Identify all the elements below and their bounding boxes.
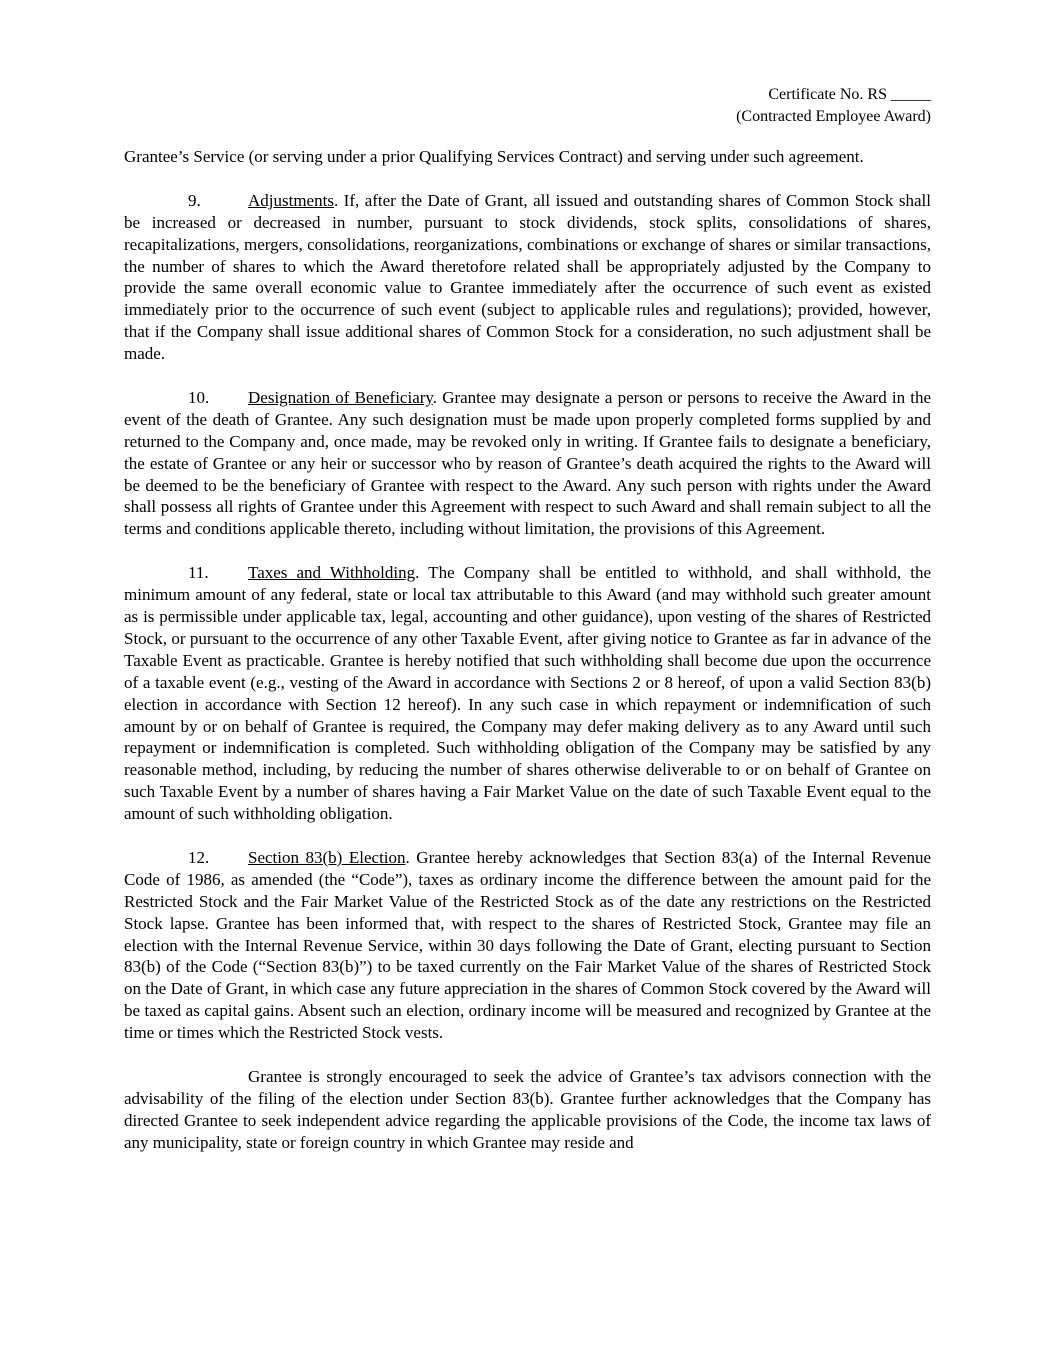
section-text: . The Company shall be entitled to withhold, and shall withhold, the minimum amount of any federal, state or local tax attributable to this Award (and may withhold such greater amount as is permissible under applicable tax, legal, accounting and other guidance), upon vesting of the shares of Restricted Stock, or pursuant to the occurrence of any other Taxable Event, after giving notice to Grantee as far in advance of the Taxable Event as practicable. Grantee is hereby notified that such withholding shall become due upon the occurrence of a taxable event (e.g., vesting of the Award in accordance with Sections 2 or 8 hereof, of upon a valid Section 83(b) election in accordance with Section 12 hereof). In any such case in which repayment or indemnification of such amount by or on behalf of Grantee is required, the Company may defer making delivery as to any Award until such repayment or indemnification is completed. Such withholding obligation of the Company may be satisfied by any reasonable method, including, by reducing the number of shares otherwise deliverable to or on behalf of Grantee on such Taxable Event by a number of shares having a Fair Market Value on the date of such Taxable Event equal to the amount of such withholding obligation.	[124, 563, 931, 824]
section-11	[124, 562, 931, 825]
section-heading: Adjustments	[248, 190, 334, 210]
section-number: 9.	[188, 190, 201, 210]
award-type: (Contracted Employee Award)	[736, 107, 931, 125]
section-heading: Section 83(b) Election	[248, 847, 406, 867]
section-9	[124, 190, 931, 365]
section-heading: Taxes and Withholding	[248, 563, 416, 583]
document-body	[124, 146, 931, 1176]
section-number: 12.	[188, 847, 210, 867]
section-12	[124, 847, 931, 1044]
section-text: . Grantee hereby acknowledges that Section 83(a) of the Internal Revenue Code of 1986, as amended (the “Code”), taxes as ordinary income the difference between the amount paid for the Restricted Stock and the Fair Market Value of the Restricted Stock as of the date any restrictions on the Restricted Stock lapse. Grantee has been informed that, with respect to the shares of Restricted Stock, Grantee may file an election with the Internal Revenue Service, within 30 days following the Date of Grant, electing pursuant to Section 83(b) of the Code (“Section 83(b)”) to be taxed currently on the Fair Market Value of the shares of Restricted Stock on the Date of Grant, in which case any future appreciation in the shares of Common Stock covered by the Award will be taxed as capital gains. Absent such an election, ordinary income will be measured and recognized by Grantee at the time or times which the Restricted Stock vests.	[124, 847, 931, 1043]
section-number: 11.	[188, 563, 209, 583]
section-text: . Grantee may designate a person or persons to receive the Award in the event of the death of Grantee. Any such designation must be made upon properly completed forms supplied by and returned to the Company and, once made, may be revoked only in writing. If Grantee fails to designate a beneficiary, the estate of Grantee or any heir or successor who by reason of Grantee’s death acquired the rights to the Award will be deemed to be the beneficiary of Grantee with respect to the Award. Any such person with rights under the Award shall possess all rights of Grantee under this Agreement with respect to such Award and shall remain subject to all the terms and conditions applicable thereto, including without limitation, the provisions of this Agreement.	[124, 387, 931, 539]
certificate-number: Certificate No. RS _____	[768, 86, 931, 103]
section-number: 10.	[188, 387, 210, 407]
final-paragraph-text: Grantee is strongly encouraged to seek the advice of Grantee’s tax advisors connection with the advisability of the filing of the election under Section 83(b). Grantee further acknowledges that the Company has directed Grantee to seek independent advice regarding the applicable provisions of the Code, the income tax laws of any municipality, state or foreign country in which Grantee may reside and	[124, 1066, 931, 1152]
continuation-paragraph: Grantee’s Service (or serving under a prior Qualifying Services Contract) and serving under such agreement.	[124, 147, 864, 166]
section-heading: Designation of Beneficiary	[248, 387, 433, 407]
section-text: . If, after the Date of Grant, all issued and outstanding shares of Common Stock shall be increased or decreased in number, pursuant to stock dividends, stock splits, consolidations of shares, recapitalizations, mergers, consolidations, reorganizations, combinations or exchange of shares or similar transactions, the number of shares to which the Award theretofore related shall be appropriately adjusted by the Company to provide the same overall economic value to Grantee immediately after the occurrence of such event as existed immediately prior to the occurrence of such event (subject to applicable rules and regulations); provided, however, that if the Company shall issue additional shares of Common Stock for a consideration, no such adjustment shall be made.	[124, 190, 931, 364]
page-header	[736, 84, 931, 127]
section-10	[124, 387, 931, 540]
final-paragraph	[124, 1066, 931, 1154]
